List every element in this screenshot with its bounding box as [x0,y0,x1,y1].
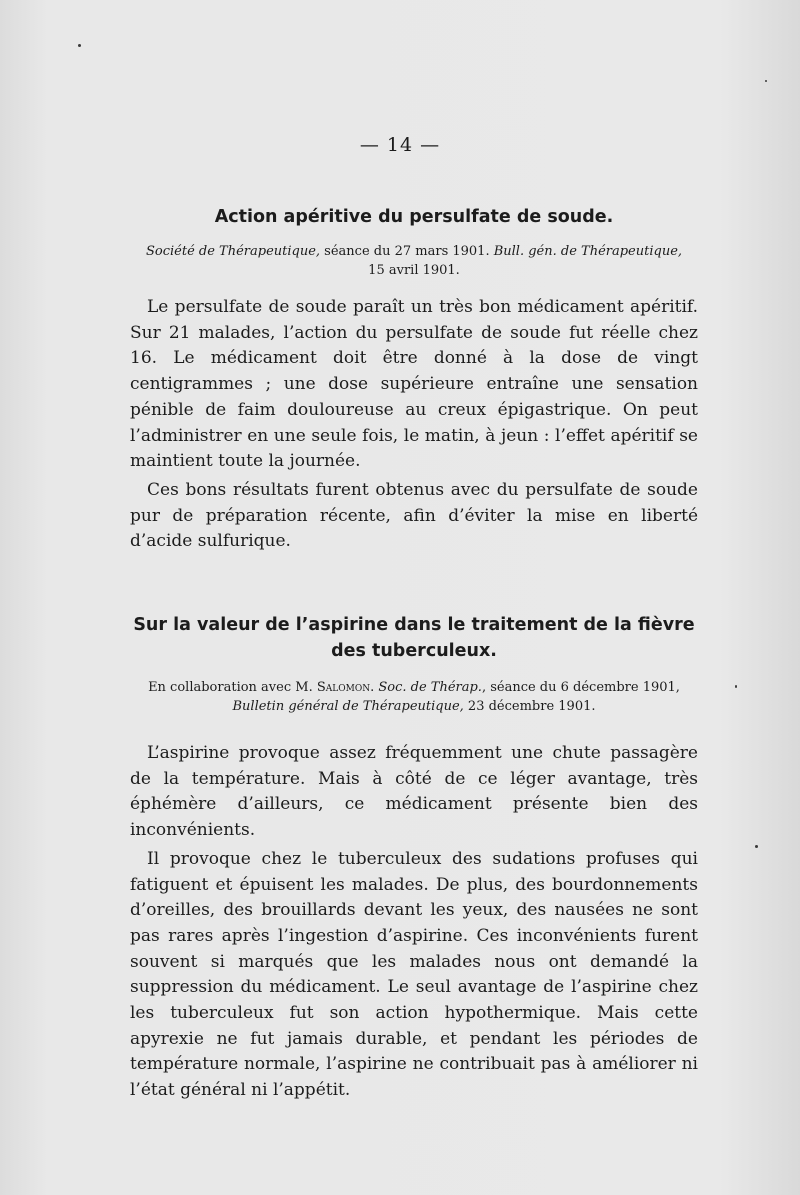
paragraph: Le persulfate de soude paraît un très bon médicament apéritif. Sur 21 malades, l’action du persulfate de soude fut réelle chez 16. Le médicament doit être donné à la dose de vingt centigrammes ; une dose supérieure entraîne une sensation pénible de faim douloureuse au creux épigastrique. On peut l’administrer en une seule fois, le matin, à jeun : l’effet apéritif se maintient toute la journée. [130,297,698,472]
citation-separator: . [370,680,379,695]
print-speck [78,44,81,47]
section-body [130,741,698,1104]
paragraph: L’aspirine provoque assez fréquemment une chute passagère de la température. Mais à côté de ce léger avantage, très éphémère d’ailleurs, ce médicament présente bien des inconvénients. [130,743,698,841]
citation-author: Salomon [316,680,371,695]
section-aspirine [130,612,698,1104]
section-title: Sur la valeur de l’aspirine dans le traitement de la fièvre des tuberculeux. [133,615,695,661]
section-persulfate [130,204,698,555]
paragraph: Il provoque chez le tuberculeux des sudations profuses qui fatiguent et épuisent les malades. De plus, des bourdonnements d’oreilles, des brouillards devant les yeux, des nausées ne sont pas rares après l’ingestion d’aspirine. Ces inconvénients furent souvent si marqués que les malades nous ont demandé la suppression du médicament. Le seul avantage de l’aspirine chez les tuberculeux fut son action hypothermique. Mais cette apyrexie ne fut jamais durable, et pendant les périodes de température normale, l’aspirine ne contribuait pas à améliorer ni l’état général ni l’appétit. [130,848,698,1101]
citation [130,242,698,280]
print-speck [765,80,767,82]
print-speck [755,845,758,848]
citation-bulletin: Bulletin général de Thérapeutique, [232,699,464,714]
paragraph: Ces bons résultats furent obtenus avec du persulfate de soude pur de préparation récente, afin d’éviter la mise en liberté d’acide sulfurique. [130,479,698,552]
page-number: — 14 — [359,134,441,156]
print-speck [735,685,737,688]
citation-society: Société de Thérapeutique, [145,244,321,259]
citation-date: 15 avril 1901. [368,263,460,278]
citation-session: séance du 27 mars 1901. [320,244,494,259]
citation [130,678,698,716]
citation-society: Soc. de Thérap. [378,680,482,695]
citation-prefix: En collaboration avec M. [148,680,317,695]
section-body [130,295,698,555]
section-title: Action apéritive du persulfate de soude. [214,207,614,227]
citation-session: , séance du 6 décembre 1901, [481,680,680,695]
citation-bulletin: Bull. gén. de Thérapeutique, [493,244,683,259]
citation-date: 23 décembre 1901. [463,699,596,714]
